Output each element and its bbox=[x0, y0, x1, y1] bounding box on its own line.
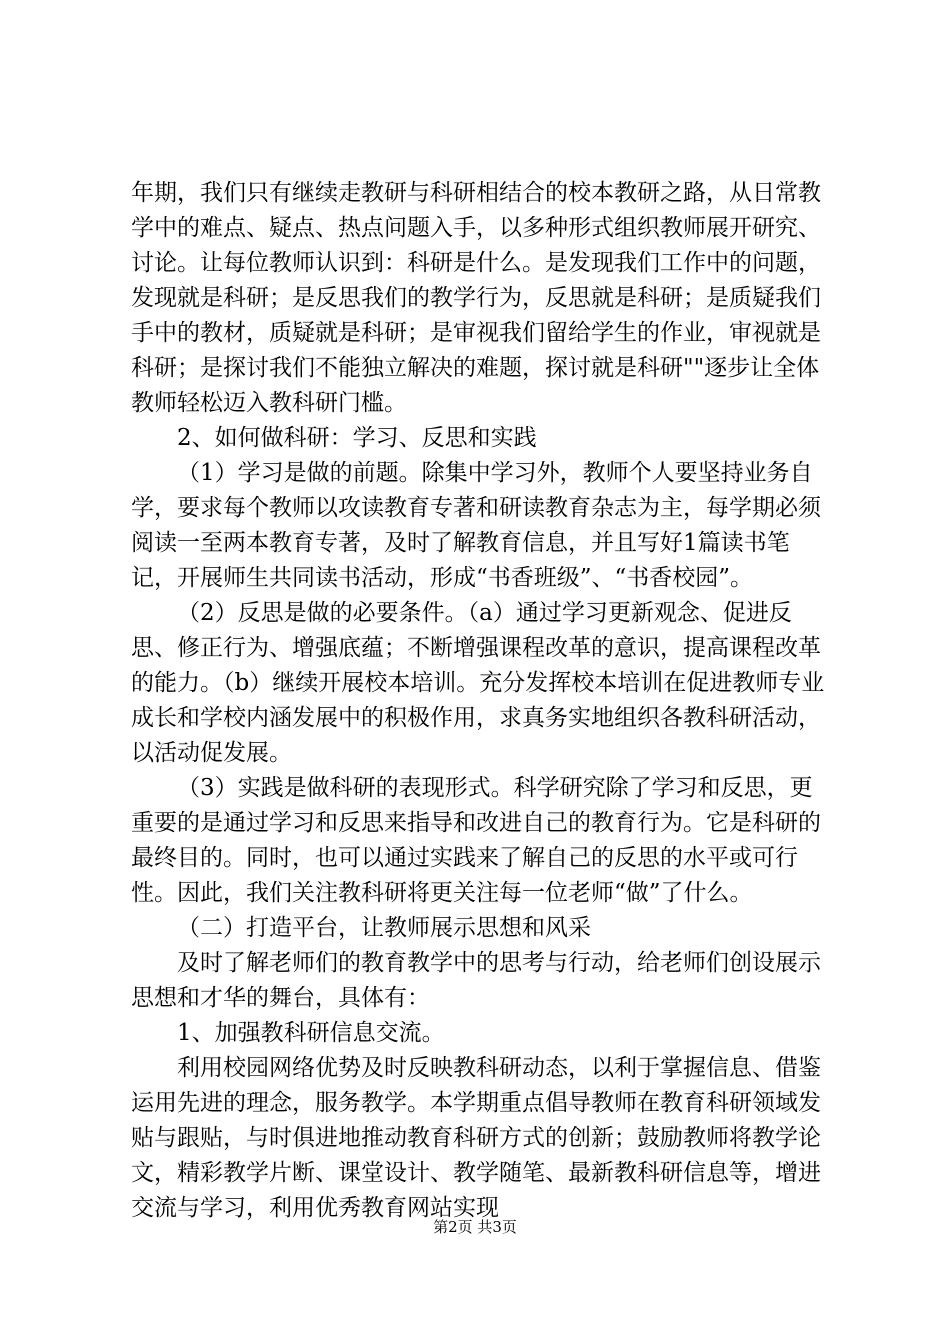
paragraph-5: （3）实践是做科研的表现形式。科学研究除了学习和反思，更重要的是通过学习和反思来指导和改进自己的教育行为。它是科研的最终目的。同时，也可以通过实践来了解自己的反思的水平或可行性。因此，我们关注教科研将更关注每一位老师“做”了什么。 bbox=[131, 775, 821, 906]
paragraph-4: （2）反思是做的必要条件。（a）通过学习更新观念、促进反思、修正行为、增强底蕴；不断增强课程改革的意识，提高课程改革的能力。（b）继续开展校本培训。充分发挥校本培训在促进教师专业成长和学校内涵发展中的积极作用，求真务实地组织各教科研活动，以活动促发展。 bbox=[131, 600, 825, 766]
document-body bbox=[131, 176, 831, 1226]
paragraph-7: 及时了解老师们的教育教学中的思考与行动，给老师们创设展示思想和才华的舞台，具体有： bbox=[131, 950, 821, 1011]
paragraph-2: 2、如何做科研：学习、反思和实践 bbox=[177, 425, 537, 451]
paragraph-6: （二）打造平台，让教师展示思想和风采 bbox=[177, 915, 591, 941]
paragraph-3: （1）学习是做的前题。除集中学习外，教师个人要坚持业务自学，要求每个教师以攻读教育专著和研读教育杂志为主，每学期必须阅读一至两本教育专著，及时了解教育信息，并且写好1篇读书笔记，开展师生共同读书活动，形成“书香班级”、“书香校园”。 bbox=[131, 460, 821, 591]
paragraph-8: 1、加强教科研信息交流。 bbox=[177, 1020, 445, 1046]
paragraph-1: 年期，我们只有继续走教研与科研相结合的校本教研之路，从日常教学中的难点、疑点、热点问题入手，以多种形式组织教师展开研究、讨论。让每位教师认识到：科研是什么。是发现我们工作中的问题，发现就是科研；是反思我们的教学行为，反思就是科研；是质疑我们手中的教材，质疑就是科研；是审视我们留给学生的作业，审视就是科研；是探讨我们不能独立解决的难题，探讨就是科研""逐步让全体教师轻松迈入教科研门槛。 bbox=[131, 180, 821, 416]
paragraph-9: 利用校园网络优势及时反映教科研动态，以利于掌握信息、借鉴运用先进的理念，服务教学。本学期重点倡导教师在教育科研领域发贴与跟贴，与时俱进地推动教育科研方式的创新；鼓励教师将教学论文，精彩教学片断、课堂设计、教学随笔、最新教科研信息等，增进交流与学习，利用优秀教育网站实现 bbox=[131, 1055, 821, 1221]
page-footer: 第2页 共3页 bbox=[433, 1218, 517, 1236]
